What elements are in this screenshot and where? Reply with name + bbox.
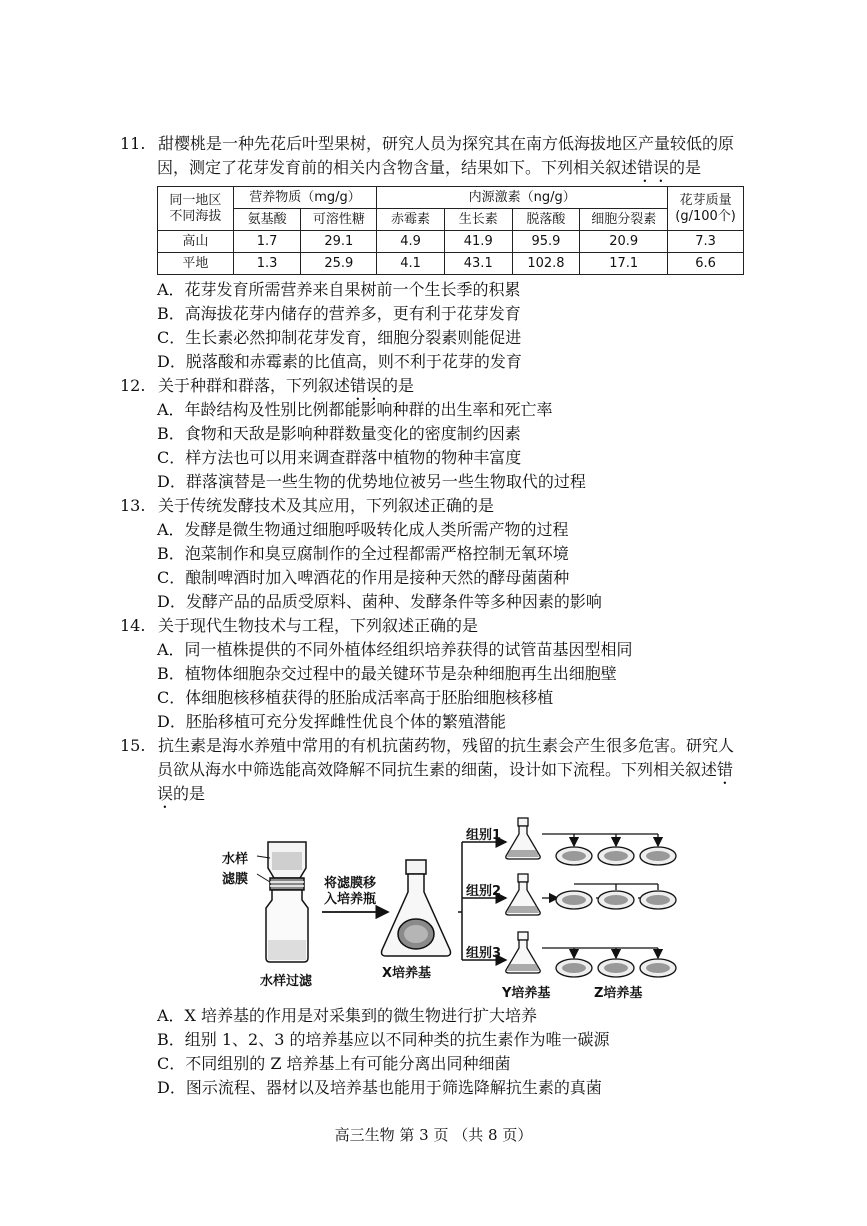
option-c: C．不同组别的 Z 培养基上有可能分离出同种细菌: [157, 1054, 511, 1073]
question-number: 13.: [120, 496, 146, 515]
table-header: 营养物质（mg/g）: [233, 187, 376, 209]
option-c: C．生长素必然抑制花芽发育，细胞分裂素则能促进: [157, 328, 522, 347]
filter-apparatus: [266, 842, 308, 962]
petri-dish-icon: [556, 959, 592, 977]
question-number: 15.: [120, 736, 146, 755]
y-flask-2-icon: [506, 874, 540, 915]
option-a: A．X 培养基的作用是对采集到的微生物进行扩大培养: [157, 1006, 538, 1025]
label-move-2: 入培养瓶: [324, 892, 377, 907]
label-z-medium: Z培养基: [594, 986, 643, 1001]
petri-dish-icon: [556, 847, 592, 865]
petri-dish-icon: [640, 891, 676, 909]
option-a: A．同一植株提供的不同外植体经组织培养获得的试管苗基因型相同: [157, 640, 633, 659]
petri-dish-icon: [640, 847, 676, 865]
option-d: D．脱落酸和赤霉素的比值高，则不利于花芽的发育: [157, 352, 522, 371]
option-a: A．花芽发育所需营养来自果树前一个生长季的积累: [157, 280, 521, 299]
label-filter: 滤膜: [222, 872, 249, 887]
question-14-stem: 14. 关于现代生物技术与工程，下列叙述正确的是: [120, 614, 760, 638]
option-b: B．组别 1、2、3 的培养基应以不同种类的抗生素作为唯一碳源: [157, 1030, 610, 1049]
question-15-stem-cont: 员欲从海水中筛选能高效降解不同抗生素的细菌，设计如下流程。下列相关叙述错: [157, 760, 734, 779]
table-header: 花芽质量 (g/100个): [668, 187, 744, 231]
question-number: 11.: [120, 134, 146, 153]
petri-dish-icon: [598, 891, 634, 909]
label-group-3: 组别3: [466, 946, 502, 961]
table-subheader: 脱落酸: [512, 209, 580, 231]
data-table: [157, 186, 744, 275]
table-subheader: 生长素: [444, 209, 512, 231]
label-y-medium: Y培养基: [502, 986, 551, 1001]
y-flask-1-icon: [506, 818, 540, 859]
option-c: C．酿制啤酒时加入啤酒花的作用是接种天然的酵母菌菌种: [157, 568, 570, 587]
option-b: B．食物和天敌是影响种群数量变化的密度制约因素: [157, 424, 521, 443]
emphasis-text: 错误: [350, 376, 383, 395]
option-b: B．高海拔花芽内储存的营养多，更有利于花芽发育: [157, 304, 521, 323]
option-a: A．年龄结构及性别比例都能影响种群的出生率和死亡率: [157, 400, 553, 419]
table-subheader: 可溶性糖: [301, 209, 377, 231]
label-x-medium: X培养基: [382, 966, 432, 981]
option-d: D．发酵产品的品质受原料、菌种、发酵条件等多种因素的影响: [157, 592, 602, 611]
petri-dish-icon: [640, 959, 676, 977]
y-flask-3-icon: [506, 932, 540, 973]
question-15-stem: 15. 抗生素是海水养殖中常用的有机抗菌药物，残留的抗生素会产生很多危害。研究人: [120, 734, 760, 758]
option-b: B．泡菜制作和臭豆腐制作的全过程都需严格控制无氧环境: [157, 544, 569, 563]
option-d: D．群落演替是一些生物的优势地位被另一些生物取代的过程: [157, 472, 586, 491]
emphasis-text: 错误: [637, 158, 670, 177]
flow-diagram: [210, 812, 690, 1002]
option-d: D．图示流程、器材以及培养基也能用于筛选降解抗生素的真菌: [157, 1078, 602, 1097]
label-water-sample: 水样: [222, 852, 249, 867]
option-d: D．胚胎移植可充分发挥雌性优良个体的繁殖潜能: [157, 712, 506, 731]
question-15-stem-cont: 误的是: [157, 784, 206, 803]
petri-dish-icon: [556, 891, 592, 909]
question-12-stem: 12. 关于种群和群落，下列叙述错误的是: [120, 374, 760, 404]
option-a: A．发酵是微生物通过细胞呼吸转化成人类所需产物的过程: [157, 520, 569, 539]
table-row: 高山 1.7 29.1 4.9 41.9 95.9 20.9 7.3: [158, 231, 744, 253]
table-row: 平地 1.3 25.9 4.1 43.1 102.8 17.1 6.6: [158, 253, 744, 275]
table-header: 同一地区 不同海拔: [158, 187, 234, 231]
question-11-stem: 11. 甜樱桃是一种先花后叶型果树，研究人员为探究其在南方低海拔地区产量较低的原: [120, 132, 760, 156]
label-group-2: 组别2: [466, 884, 502, 899]
table-subheader: 氨基酸: [233, 209, 301, 231]
question-number: 14.: [120, 616, 146, 635]
question-13-stem: 13. 关于传统发酵技术及其应用，下列叙述正确的是: [120, 494, 760, 518]
question-number: 12.: [120, 376, 146, 395]
option-c: C．样方法也可以用来调查群落中植物的物种丰富度: [157, 448, 522, 467]
petri-dish-icon: [598, 847, 634, 865]
emphasis-text: 误: [157, 784, 174, 803]
page-footer: 高三生物 第 3 页 （共 8 页）: [334, 1126, 533, 1144]
x-flask-icon: [382, 860, 451, 956]
question-11-stem-cont: 因，测定了花芽发育前的相关内含物含量，结果如下。下列相关叙述错误的是: [157, 158, 702, 177]
emphasis-text: 错: [717, 760, 734, 779]
label-move-1: 将滤膜移: [324, 876, 377, 891]
label-group-1: 组别1: [466, 828, 502, 843]
option-b: B．植物体细胞杂交过程中的最关键环节是杂种细胞再生出细胞壁: [157, 664, 617, 683]
table-subheader: 赤霉素: [377, 209, 445, 231]
option-c: C．体细胞核移植获得的胚胎成活率高于胚胎细胞核移植: [157, 688, 554, 707]
table-subheader: 细胞分裂素: [580, 209, 668, 231]
label-filtering: 水样过滤: [260, 974, 313, 989]
table-header: 内源激素（ng/g）: [377, 187, 668, 209]
petri-dish-icon: [598, 959, 634, 977]
